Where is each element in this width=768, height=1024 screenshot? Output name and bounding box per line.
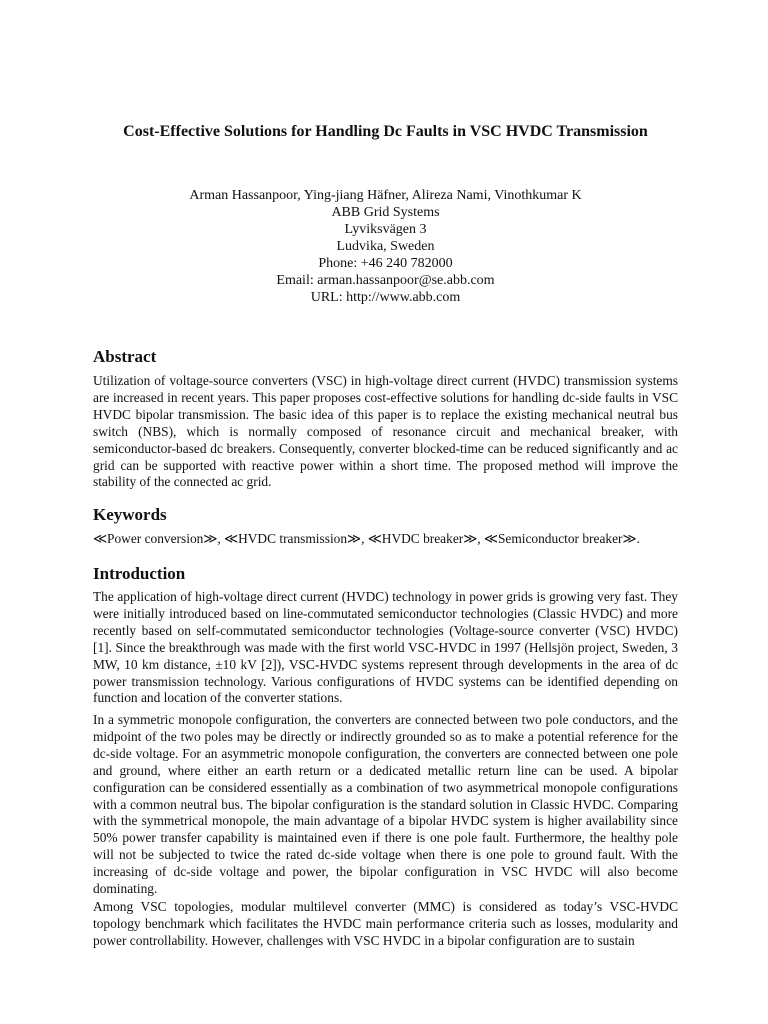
author-organization: ABB Grid Systems — [331, 205, 440, 220]
abstract-text: Utilization of voltage-source converters (VSC) in high-voltage direct current (HVDC) transmission systems are increased in recent years. This paper proposes cost-effective solutions for handling dc-side faults in VSC HVDC bipolar transmission. The basic idea of this paper is to replace the existing mechanical neutral bus switch (NBS), which is normally composed of resonance circuit and mechanical breaker, with semiconductor-based dc breakers. Consequently, converter blocked-time can be reduced significantly and ac grid can be supported with reactive power within a short time. The proposed method will improve the stability of the connected ac grid. — [93, 373, 678, 490]
intro-paragraph: In a symmetric monopole configuration, the converters are connected between two pole conductors, and the midpoint of the two poles may be directly or indirectly grounded so as to make a potential reference for the dc-side voltage. For an asymmetric monopole configuration, the converters are connected between one pole and ground, where either an earth return or a dedicated metallic return line can be used. A bipolar configuration can be considered essentially as a combination of two asymmetrical monopole configurations with a common neutral bus. The bipolar configuration is the standard solution in Classic HVDC. Comparing with the symmetrical monopole, the main advantage of a bipolar HVDC system is higher availability since 50% power transfer capability is maintained even if there is one pole fault. Furthermore, the healthy pole will not be subjected to twice the rated dc-side voltage when there is one pole to ground fault. With the increasing of dc-side voltage and power, the bipolar configuration in VSC HVDC will also become dominating. — [93, 712, 678, 897]
abstract-heading: Abstract — [93, 347, 157, 366]
author-block — [93, 187, 678, 306]
author-street: Lyviksvägen 3 — [344, 222, 427, 237]
paper-title: Cost-Effective Solutions for Handling Dc Faults in VSC HVDC Transmission — [123, 123, 648, 140]
author-email: Email: arman.hassanpoor@se.abb.com — [276, 273, 495, 288]
author-phone: Phone: +46 240 782000 — [318, 256, 453, 271]
keywords-heading: Keywords — [93, 505, 167, 524]
intro-paragraph: Among VSC topologies, modular multilevel converter (MMC) is considered as today’s VSC-HVDC topology benchmark which facilitates the HVDC main performance criteria such as losses, modularity and power controllability. However, challenges with VSC HVDC in a bipolar configuration are to sustain — [93, 899, 678, 948]
keywords-text: ≪Power conversion≫, ≪HVDC transmission≫, ≪HVDC breaker≫, ≪Semiconductor breaker≫. — [93, 531, 640, 546]
author-url: URL: http://www.abb.com — [310, 290, 461, 305]
author-names: Arman Hassanpoor, Ying-jiang Häfner, Alireza Nami, Vinothkumar K — [189, 188, 582, 203]
introduction-heading: Introduction — [93, 564, 186, 583]
author-city: Ludvika, Sweden — [336, 239, 435, 254]
intro-paragraph: The application of high-voltage direct current (HVDC) technology in power grids is growing very fast. They were initially introduced based on line-commutated semiconductor technologies (Classic HVDC) and more recently based on self-commutated semiconductor technologies (Voltage-source converter (VSC) HVDC) [1]. Since the breakthrough was made with the first world VSC-HVDC in 1997 (Hellsjön project, Sweden, 3 MW, 10 km distance, ±10 kV [2]), VSC-HVDC systems represent through developments in the area of dc power transmission technology. Various configurations of HVDC systems can be identified depending on function and location of the converter stations. — [93, 589, 678, 706]
